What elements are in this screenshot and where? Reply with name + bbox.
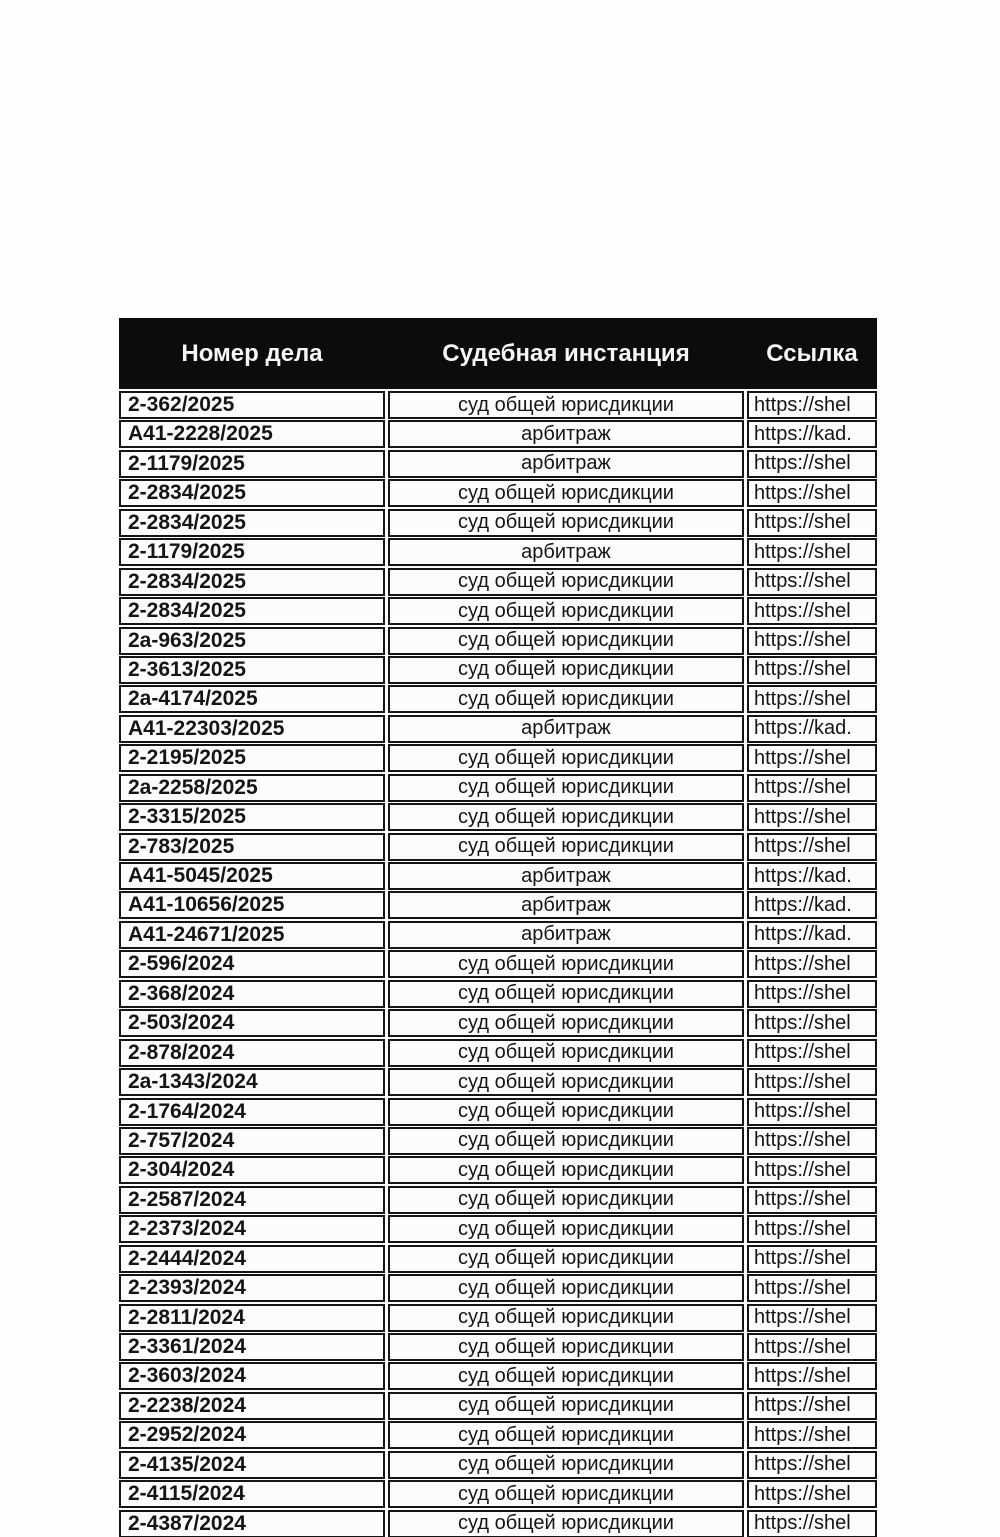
court-instance-cell: арбитраж	[388, 921, 744, 949]
case-number-cell: 2-2587/2024	[119, 1186, 385, 1214]
case-number-cell: 2-1764/2024	[119, 1098, 385, 1126]
table-row	[119, 1127, 877, 1155]
court-instance-cell: суд общей юрисдикции	[388, 1215, 744, 1243]
case-number-cell: 2-2834/2025	[119, 568, 385, 596]
case-number-cell: 2a-2258/2025	[119, 774, 385, 802]
link-cell[interactable]: https://kad.	[747, 862, 877, 890]
court-instance-cell: суд общей юрисдикции	[388, 685, 744, 713]
court-instance-cell: суд общей юрисдикции	[388, 744, 744, 772]
table-row	[119, 479, 877, 507]
case-number-cell: 2-4115/2024	[119, 1480, 385, 1508]
link-cell[interactable]: https://shel	[747, 1333, 877, 1361]
court-instance-cell: суд общей юрисдикции	[388, 391, 744, 419]
link-cell[interactable]: https://shel	[747, 509, 877, 537]
link-cell[interactable]: https://shel	[747, 391, 877, 419]
link-cell[interactable]: https://shel	[747, 597, 877, 625]
case-number-cell: 2-4135/2024	[119, 1451, 385, 1479]
link-cell[interactable]: https://kad.	[747, 891, 877, 919]
link-cell[interactable]: https://shel	[747, 1304, 877, 1332]
table-row	[119, 627, 877, 655]
case-number-cell: 2a-4174/2025	[119, 685, 385, 713]
table-row	[119, 1274, 877, 1302]
table-row	[119, 1392, 877, 1420]
case-number-cell: 2-3315/2025	[119, 803, 385, 831]
link-cell[interactable]: https://shel	[747, 744, 877, 772]
case-number-cell: 2-2952/2024	[119, 1421, 385, 1449]
case-number-cell: 2-362/2025	[119, 391, 385, 419]
court-instance-cell: суд общей юрисдикции	[388, 1245, 744, 1273]
table-row	[119, 509, 877, 537]
case-number-cell: 2-1179/2025	[119, 538, 385, 566]
case-number-cell: A41-22303/2025	[119, 715, 385, 743]
case-number-cell: 2-4387/2024	[119, 1510, 385, 1537]
table-row	[119, 1245, 877, 1273]
link-cell[interactable]: https://shel	[747, 774, 877, 802]
table-row	[119, 420, 877, 448]
link-cell[interactable]: https://shel	[747, 1274, 877, 1302]
link-cell[interactable]: https://kad.	[747, 921, 877, 949]
case-number-cell: A41-10656/2025	[119, 891, 385, 919]
table-body	[119, 391, 877, 1537]
table-row	[119, 1039, 877, 1067]
case-number-cell: 2-368/2024	[119, 980, 385, 1008]
table-row	[119, 1451, 877, 1479]
link-cell[interactable]: https://shel	[747, 1451, 877, 1479]
table-row	[119, 1186, 877, 1214]
table-row	[119, 1362, 877, 1390]
case-number-cell: 2-304/2024	[119, 1156, 385, 1184]
court-instance-cell: суд общей юрисдикции	[388, 1304, 744, 1332]
court-instance-cell: суд общей юрисдикции	[388, 833, 744, 861]
link-cell[interactable]: https://kad.	[747, 715, 877, 743]
link-cell[interactable]: https://shel	[747, 1421, 877, 1449]
case-number-cell: A41-2228/2025	[119, 420, 385, 448]
court-instance-cell: суд общей юрисдикции	[388, 774, 744, 802]
link-cell[interactable]: https://shel	[747, 803, 877, 831]
case-number-cell: 2-2811/2024	[119, 1304, 385, 1332]
case-number-cell: 2-757/2024	[119, 1127, 385, 1155]
case-number-cell: A41-24671/2025	[119, 921, 385, 949]
case-number-cell: 2a-1343/2024	[119, 1068, 385, 1096]
table-row	[119, 715, 877, 743]
table-row	[119, 833, 877, 861]
case-number-cell: 2-3603/2024	[119, 1362, 385, 1390]
court-instance-cell: суд общей юрисдикции	[388, 1127, 744, 1155]
court-instance-cell: суд общей юрисдикции	[388, 1392, 744, 1420]
table-row	[119, 1510, 877, 1537]
case-number-cell: 2a-963/2025	[119, 627, 385, 655]
header-link: Ссылка	[766, 339, 858, 367]
link-cell[interactable]: https://shel	[747, 833, 877, 861]
header-court-instance: Судебная инстанция	[442, 339, 690, 367]
link-cell[interactable]: https://shel	[747, 1245, 877, 1273]
court-instance-cell: суд общей юрисдикции	[388, 1098, 744, 1126]
case-number-cell: 2-1179/2025	[119, 450, 385, 478]
link-cell[interactable]: https://shel	[747, 1127, 877, 1155]
table-row	[119, 1480, 877, 1508]
table-row	[119, 538, 877, 566]
link-cell[interactable]: https://shel	[747, 1362, 877, 1390]
table-row	[119, 1421, 877, 1449]
court-instance-cell: суд общей юрисдикции	[388, 950, 744, 978]
court-instance-cell: арбитраж	[388, 538, 744, 566]
court-instance-cell: суд общей юрисдикции	[388, 1274, 744, 1302]
table-row	[119, 891, 877, 919]
table-row	[119, 1333, 877, 1361]
link-cell[interactable]: https://shel	[747, 1156, 877, 1184]
header-case-number: Номер дела	[181, 339, 323, 367]
court-instance-cell: суд общей юрисдикции	[388, 627, 744, 655]
court-instance-cell: суд общей юрисдикции	[388, 980, 744, 1008]
court-cases-table	[119, 318, 877, 1537]
table-row	[119, 685, 877, 713]
link-cell[interactable]: https://shel	[747, 1068, 877, 1096]
case-number-cell: 2-2393/2024	[119, 1274, 385, 1302]
court-instance-cell: арбитраж	[388, 420, 744, 448]
case-number-cell: 2-2238/2024	[119, 1392, 385, 1420]
link-cell[interactable]: https://shel	[747, 685, 877, 713]
link-cell[interactable]: https://shel	[747, 1009, 877, 1037]
table-row	[119, 1098, 877, 1126]
table-row	[119, 1068, 877, 1096]
table-row	[119, 1304, 877, 1332]
court-instance-cell: суд общей юрисдикции	[388, 1039, 744, 1067]
case-number-cell: 2-596/2024	[119, 950, 385, 978]
court-instance-cell: арбитраж	[388, 715, 744, 743]
case-number-cell: 2-2834/2025	[119, 479, 385, 507]
link-cell[interactable]: https://shel	[747, 1480, 877, 1508]
link-cell[interactable]: https://shel	[747, 450, 877, 478]
case-number-cell: A41-5045/2025	[119, 862, 385, 890]
table-row	[119, 774, 877, 802]
table-row	[119, 803, 877, 831]
case-number-cell: 2-2834/2025	[119, 597, 385, 625]
link-cell[interactable]: https://shel	[747, 1215, 877, 1243]
link-cell[interactable]: https://shel	[747, 656, 877, 684]
court-instance-cell: суд общей юрисдикции	[388, 803, 744, 831]
court-instance-cell: суд общей юрисдикции	[388, 1009, 744, 1037]
table-row	[119, 862, 877, 890]
court-instance-cell: суд общей юрисдикции	[388, 597, 744, 625]
link-cell[interactable]: https://shel	[747, 627, 877, 655]
link-cell[interactable]: https://shel	[747, 1186, 877, 1214]
court-instance-cell: суд общей юрисдикции	[388, 1451, 744, 1479]
court-instance-cell: суд общей юрисдикции	[388, 1186, 744, 1214]
link-cell[interactable]: https://kad.	[747, 420, 877, 448]
case-number-cell: 2-2195/2025	[119, 744, 385, 772]
case-number-cell: 2-878/2024	[119, 1039, 385, 1067]
table-row	[119, 1156, 877, 1184]
court-instance-cell: суд общей юрисдикции	[388, 1333, 744, 1361]
link-cell[interactable]: https://shel	[747, 568, 877, 596]
court-instance-cell: суд общей юрисдикции	[388, 479, 744, 507]
link-cell[interactable]: https://shel	[747, 980, 877, 1008]
court-instance-cell: арбитраж	[388, 450, 744, 478]
link-cell[interactable]: https://shel	[747, 1392, 877, 1420]
case-number-cell: 2-3361/2024	[119, 1333, 385, 1361]
court-instance-cell: суд общей юрисдикции	[388, 1068, 744, 1096]
case-number-cell: 2-2373/2024	[119, 1215, 385, 1243]
case-number-cell: 2-2444/2024	[119, 1245, 385, 1273]
link-cell[interactable]: https://shel	[747, 479, 877, 507]
link-cell[interactable]: https://shel	[747, 950, 877, 978]
table-row	[119, 744, 877, 772]
court-instance-cell: суд общей юрисдикции	[388, 1421, 744, 1449]
table-header-row	[119, 318, 877, 389]
link-cell[interactable]: https://shel	[747, 1039, 877, 1067]
link-cell[interactable]: https://shel	[747, 538, 877, 566]
case-number-cell: 2-2834/2025	[119, 509, 385, 537]
case-number-cell: 2-503/2024	[119, 1009, 385, 1037]
table-row	[119, 391, 877, 419]
table-row	[119, 1215, 877, 1243]
table-row	[119, 1009, 877, 1037]
table-row	[119, 921, 877, 949]
table-row	[119, 656, 877, 684]
court-instance-cell: суд общей юрисдикции	[388, 1156, 744, 1184]
court-instance-cell: суд общей юрисдикции	[388, 1362, 744, 1390]
court-instance-cell: суд общей юрисдикции	[388, 1510, 744, 1537]
court-instance-cell: арбитраж	[388, 891, 744, 919]
court-instance-cell: арбитраж	[388, 862, 744, 890]
link-cell[interactable]: https://shel	[747, 1098, 877, 1126]
court-instance-cell: суд общей юрисдикции	[388, 568, 744, 596]
table-row	[119, 597, 877, 625]
table-row	[119, 568, 877, 596]
court-instance-cell: суд общей юрисдикции	[388, 509, 744, 537]
court-instance-cell: суд общей юрисдикции	[388, 1480, 744, 1508]
court-instance-cell: суд общей юрисдикции	[388, 656, 744, 684]
table-row	[119, 450, 877, 478]
table-row	[119, 950, 877, 978]
case-number-cell: 2-3613/2025	[119, 656, 385, 684]
table-row	[119, 980, 877, 1008]
link-cell[interactable]: https://shel	[747, 1510, 877, 1537]
case-number-cell: 2-783/2025	[119, 833, 385, 861]
